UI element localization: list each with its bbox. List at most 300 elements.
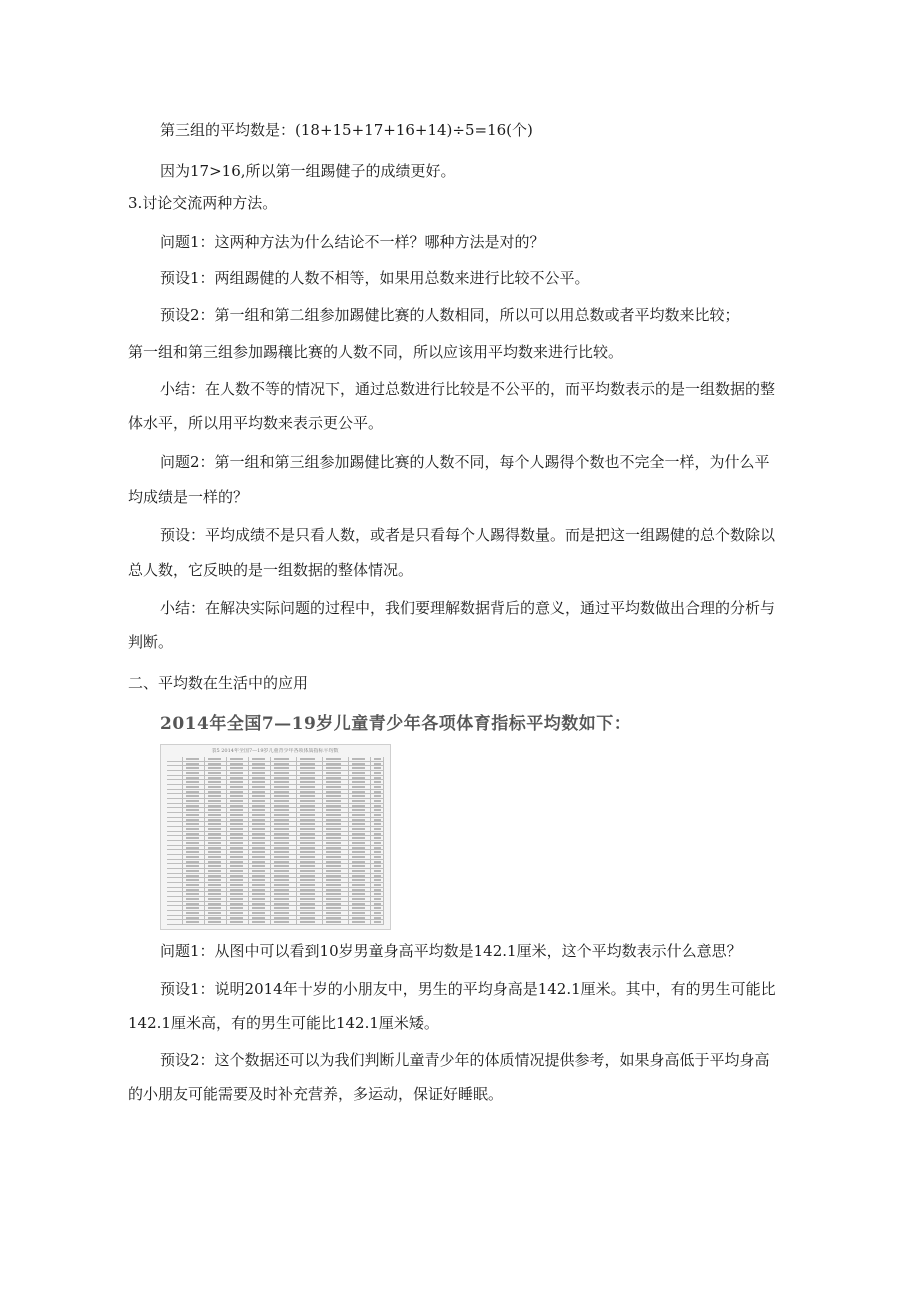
cell-text-blur <box>274 893 289 895</box>
cell-text-blur <box>274 870 289 872</box>
cell-text-blur <box>374 917 381 919</box>
cell-text-blur <box>374 795 381 797</box>
cell-text-blur <box>230 819 243 821</box>
cell-text-blur <box>326 870 341 872</box>
cell-text-blur <box>274 786 289 788</box>
cell-text-blur <box>374 898 381 900</box>
cell-text-blur <box>300 800 315 802</box>
cell-text-blur <box>186 912 199 914</box>
cell-text-blur <box>230 777 243 779</box>
cell-text-blur <box>326 912 341 914</box>
cell-text-blur <box>326 889 341 891</box>
cell-text-blur <box>374 809 381 811</box>
cell-text-blur <box>208 917 221 919</box>
cell-text-blur <box>208 791 221 793</box>
cell-text-blur <box>208 865 221 867</box>
cell-text-blur <box>274 795 289 797</box>
cell-text-blur <box>186 767 199 769</box>
cell-text-blur <box>300 870 315 872</box>
cell-text-blur <box>208 903 221 905</box>
cell-text-blur <box>274 823 289 825</box>
cell-text-blur <box>252 903 265 905</box>
cell-text-blur <box>374 767 381 769</box>
cell-text-blur <box>374 786 381 788</box>
cell-text-blur <box>186 772 199 774</box>
cell-text-blur <box>230 875 243 877</box>
cell-text-blur <box>326 758 341 760</box>
cell-text-blur <box>300 893 315 895</box>
cell-text-blur <box>300 875 315 877</box>
cell-text-blur <box>252 875 265 877</box>
cell-text-blur <box>352 842 365 844</box>
cell-text-blur <box>300 781 315 783</box>
cell-text-blur <box>326 795 341 797</box>
cell-text-blur <box>186 758 199 760</box>
cell-text-blur <box>252 842 265 844</box>
cell-text-blur <box>208 833 221 835</box>
cell-text-blur <box>230 809 243 811</box>
cell-text-blur <box>374 912 381 914</box>
cell-text-blur <box>352 800 365 802</box>
cell-text-blur <box>208 837 221 839</box>
cell-text-blur <box>300 847 315 849</box>
cell-text-blur <box>374 921 381 923</box>
cell-text-blur <box>326 823 341 825</box>
cell-text-blur <box>326 814 341 816</box>
cell-text-blur <box>252 777 265 779</box>
cell-text-blur <box>252 809 265 811</box>
cell-text-blur <box>300 842 315 844</box>
cell-text-blur <box>252 884 265 886</box>
cell-text-blur <box>352 856 365 858</box>
cell-text-blur <box>274 767 289 769</box>
cell-text-blur <box>230 879 243 881</box>
cell-text-blur <box>352 763 365 765</box>
cell-text-blur <box>208 912 221 914</box>
cell-text-blur <box>186 879 199 881</box>
cell-text-blur <box>352 795 365 797</box>
cell-text-blur <box>352 870 365 872</box>
cell-text-blur <box>230 921 243 923</box>
cell-text-blur <box>326 767 341 769</box>
cell-text-blur <box>374 837 381 839</box>
cell-text-blur <box>274 889 289 891</box>
cell-text-blur <box>352 786 365 788</box>
cell-text-blur <box>374 763 381 765</box>
cell-text-blur <box>208 861 221 863</box>
cell-text-blur <box>230 889 243 891</box>
cell-text-blur <box>230 795 243 797</box>
paragraph-line: 预设1：两组踢健的人数不相等，如果用总数来进行比较不公平。 <box>160 269 590 287</box>
cell-text-blur <box>186 809 199 811</box>
cell-text-blur <box>352 917 365 919</box>
cell-text-blur <box>252 800 265 802</box>
cell-text-blur <box>374 758 381 760</box>
cell-text-blur <box>374 893 381 895</box>
cell-text-blur <box>374 856 381 858</box>
cell-text-blur <box>326 805 341 807</box>
cell-text-blur <box>186 847 199 849</box>
cell-text-blur <box>274 842 289 844</box>
cell-text-blur <box>300 819 315 821</box>
paragraph-line: 第三组的平均数是：(18+15+17+16+14)÷5=16(个) <box>160 121 533 139</box>
cell-text-blur <box>374 828 381 830</box>
cell-text-blur <box>374 781 381 783</box>
cell-text-blur <box>300 917 315 919</box>
cell-text-blur <box>252 758 265 760</box>
cell-text-blur <box>274 865 289 867</box>
cell-text-blur <box>352 758 365 760</box>
cell-text-blur <box>252 856 265 858</box>
cell-text-blur <box>274 772 289 774</box>
cell-text-blur <box>208 828 221 830</box>
cell-text-blur <box>186 828 199 830</box>
cell-text-blur <box>274 777 289 779</box>
cell-text-blur <box>326 791 341 793</box>
paragraph-line: 预设2：这个数据还可以为我们判断儿童青少年的体质情况提供参考，如果身高低于平均身高 <box>160 1051 770 1069</box>
cell-text-blur <box>326 800 341 802</box>
cell-text-blur <box>208 786 221 788</box>
cell-text-blur <box>274 781 289 783</box>
cell-text-blur <box>230 786 243 788</box>
cell-text-blur <box>300 861 315 863</box>
cell-text-blur <box>326 898 341 900</box>
cell-text-blur <box>374 884 381 886</box>
table-cell <box>183 920 205 925</box>
cell-text-blur <box>374 865 381 867</box>
cell-text-blur <box>252 819 265 821</box>
cell-text-blur <box>186 800 199 802</box>
cell-text-blur <box>352 912 365 914</box>
cell-text-blur <box>208 884 221 886</box>
cell-text-blur <box>374 847 381 849</box>
cell-text-blur <box>208 879 221 881</box>
cell-text-blur <box>374 875 381 877</box>
cell-text-blur <box>252 898 265 900</box>
paragraph-line: 第一组和第三组参加踢穰比赛的人数不同，所以应该用平均数来进行比较。 <box>128 343 624 361</box>
cell-text-blur <box>300 805 315 807</box>
cell-text-blur <box>230 912 243 914</box>
cell-text-blur <box>352 833 365 835</box>
cell-text-blur <box>274 875 289 877</box>
cell-text-blur <box>326 921 341 923</box>
cell-text-blur <box>186 921 199 923</box>
cell-text-blur <box>230 781 243 783</box>
cell-text-blur <box>252 763 265 765</box>
cell-text-blur <box>208 800 221 802</box>
cell-text-blur <box>300 865 315 867</box>
cell-text-blur <box>374 889 381 891</box>
cell-text-blur <box>300 814 315 816</box>
cell-text-blur <box>352 851 365 853</box>
cell-text-blur <box>208 805 221 807</box>
cell-text-blur <box>374 800 381 802</box>
paragraph-line: 预设2：第一组和第二组参加踢健比赛的人数相同，所以可以用总数或者平均数来比较； <box>160 306 740 324</box>
cell-text-blur <box>300 772 315 774</box>
cell-text-blur <box>274 833 289 835</box>
cell-text-blur <box>230 856 243 858</box>
cell-text-blur <box>274 828 289 830</box>
cell-text-blur <box>208 893 221 895</box>
cell-text-blur <box>274 809 289 811</box>
cell-text-blur <box>326 856 341 858</box>
cell-text-blur <box>374 823 381 825</box>
paragraph-line: 问题1：这两种方法为什么结论不一样？哪种方法是对的？ <box>160 233 545 251</box>
cell-text-blur <box>252 767 265 769</box>
paragraph-line: 总人数，它反映的是一组数据的整体情况。 <box>128 561 414 579</box>
cell-text-blur <box>300 786 315 788</box>
cell-text-blur <box>186 865 199 867</box>
cell-text-blur <box>300 777 315 779</box>
cell-text-blur <box>352 861 365 863</box>
cell-text-blur <box>230 758 243 760</box>
section-heading: 二、平均数在生活中的应用 <box>128 674 309 692</box>
cell-text-blur <box>374 851 381 853</box>
cell-text-blur <box>300 837 315 839</box>
cell-text-blur <box>186 875 199 877</box>
cell-text-blur <box>230 823 243 825</box>
cell-text-blur <box>208 777 221 779</box>
cell-text-blur <box>300 856 315 858</box>
cell-text-blur <box>208 921 221 923</box>
cell-text-blur <box>374 879 381 881</box>
cell-text-blur <box>252 814 265 816</box>
image-title-text: 2014年全国7—19岁儿童青少年各项体育指标平均数如下： <box>160 714 632 734</box>
cell-text-blur <box>186 870 199 872</box>
cell-text-blur <box>326 842 341 844</box>
cell-text-blur <box>326 837 341 839</box>
cell-text-blur <box>274 805 289 807</box>
cell-text-blur <box>208 819 221 821</box>
cell-text-blur <box>374 833 381 835</box>
cell-text-blur <box>252 889 265 891</box>
table-cell <box>371 920 384 925</box>
cell-text-blur <box>326 861 341 863</box>
cell-text-blur <box>230 847 243 849</box>
cell-text-blur <box>374 819 381 821</box>
cell-text-blur <box>352 823 365 825</box>
cell-text-blur <box>326 884 341 886</box>
cell-text-blur <box>252 851 265 853</box>
cell-text-blur <box>274 856 289 858</box>
cell-text-blur <box>230 763 243 765</box>
cell-text-blur <box>274 907 289 909</box>
cell-text-blur <box>300 851 315 853</box>
cell-text-blur <box>186 917 199 919</box>
cell-text-blur <box>230 805 243 807</box>
cell-text-blur <box>252 828 265 830</box>
cell-text-blur <box>352 921 365 923</box>
cell-text-blur <box>300 907 315 909</box>
table-cell <box>271 920 297 925</box>
cell-text-blur <box>274 763 289 765</box>
cell-text-blur <box>274 921 289 923</box>
cell-text-blur <box>300 763 315 765</box>
cell-text-blur <box>230 828 243 830</box>
cell-text-blur <box>352 767 365 769</box>
cell-text-blur <box>230 833 243 835</box>
cell-text-blur <box>300 823 315 825</box>
cell-text-blur <box>230 814 243 816</box>
cell-text-blur <box>208 907 221 909</box>
cell-text-blur <box>326 865 341 867</box>
cell-text-blur <box>352 814 365 816</box>
cell-text-blur <box>230 851 243 853</box>
paragraph-line: 预设：平均成绩不是只看人数，或者是只看每个人踢得数量。而是把这一组踢健的总个数除以 <box>160 526 776 544</box>
cell-text-blur <box>326 875 341 877</box>
cell-text-blur <box>208 870 221 872</box>
cell-text-blur <box>274 819 289 821</box>
cell-text-blur <box>186 781 199 783</box>
cell-text-blur <box>208 851 221 853</box>
cell-text-blur <box>300 898 315 900</box>
cell-text-blur <box>252 772 265 774</box>
cell-text-blur <box>208 809 221 811</box>
cell-text-blur <box>274 851 289 853</box>
paragraph-line: 因为17>16,所以第一组踢健子的成绩更好。 <box>160 162 456 180</box>
cell-text-blur <box>186 893 199 895</box>
cell-text-blur <box>300 809 315 811</box>
cell-text-blur <box>326 763 341 765</box>
section-subheading: 3.讨论交流两种方法。 <box>128 194 278 212</box>
table-image-caption: 表5 2014年全国7—19岁儿童青少年各项体质指标平均数 <box>211 748 339 754</box>
cell-text-blur <box>374 772 381 774</box>
cell-text-blur <box>186 903 199 905</box>
cell-text-blur <box>300 758 315 760</box>
cell-text-blur <box>186 907 199 909</box>
cell-text-blur <box>186 777 199 779</box>
cell-text-blur <box>300 767 315 769</box>
cell-text-blur <box>352 837 365 839</box>
cell-text-blur <box>274 847 289 849</box>
cell-text-blur <box>186 851 199 853</box>
cell-text-blur <box>208 847 221 849</box>
cell-text-blur <box>274 837 289 839</box>
cell-text-blur <box>352 847 365 849</box>
cell-text-blur <box>252 893 265 895</box>
cell-text-blur <box>186 805 199 807</box>
paragraph-line: 问题1：从图中可以看到10岁男童身高平均数是142.1厘米，这个平均数表示什么意思？ <box>160 942 742 960</box>
cell-text-blur <box>186 819 199 821</box>
cell-text-blur <box>252 791 265 793</box>
paragraph-line: 预设1：说明2014年十岁的小朋友中，男生的平均身高是142.1厘米。其中，有的男生可能比 <box>160 980 776 998</box>
cell-text-blur <box>300 884 315 886</box>
cell-text-blur <box>252 865 265 867</box>
cell-text-blur <box>230 800 243 802</box>
cell-text-blur <box>352 819 365 821</box>
cell-text-blur <box>252 833 265 835</box>
cell-text-blur <box>374 814 381 816</box>
cell-text-blur <box>374 870 381 872</box>
cell-text-blur <box>352 907 365 909</box>
cell-text-blur <box>326 833 341 835</box>
cell-text-blur <box>230 870 243 872</box>
cell-text-blur <box>230 884 243 886</box>
cell-text-blur <box>230 865 243 867</box>
paragraph-line: 小结：在解决实际问题的过程中，我们要理解数据背后的意义，通过平均数做出合理的分析与 <box>160 599 776 617</box>
cell-text-blur <box>208 772 221 774</box>
cell-text-blur <box>326 851 341 853</box>
table-cell <box>297 920 323 925</box>
cell-text-blur <box>230 842 243 844</box>
cell-text-blur <box>230 893 243 895</box>
paragraph-line: 142.1厘米高，有的男生可能比142.1厘米矮。 <box>128 1014 439 1032</box>
cell-text-blur <box>230 837 243 839</box>
cell-text-blur <box>352 884 365 886</box>
cell-text-blur <box>300 912 315 914</box>
table-cell <box>205 920 227 925</box>
cell-text-blur <box>326 907 341 909</box>
cell-text-blur <box>374 777 381 779</box>
cell-text-blur <box>352 865 365 867</box>
cell-text-blur <box>274 884 289 886</box>
table-cell <box>167 920 183 925</box>
table-cell <box>349 920 371 925</box>
cell-text-blur <box>326 781 341 783</box>
cell-text-blur <box>208 898 221 900</box>
cell-text-blur <box>252 907 265 909</box>
cell-text-blur <box>186 837 199 839</box>
cell-text-blur <box>230 907 243 909</box>
cell-text-blur <box>352 781 365 783</box>
cell-text-blur <box>252 847 265 849</box>
cell-text-blur <box>208 875 221 877</box>
cell-text-blur <box>252 781 265 783</box>
cell-text-blur <box>208 795 221 797</box>
cell-text-blur <box>252 861 265 863</box>
cell-text-blur <box>274 903 289 905</box>
cell-text-blur <box>230 861 243 863</box>
cell-text-blur <box>374 805 381 807</box>
cell-text-blur <box>274 879 289 881</box>
cell-text-blur <box>186 795 199 797</box>
cell-text-blur <box>230 767 243 769</box>
cell-text-blur <box>186 889 199 891</box>
cell-text-blur <box>352 903 365 905</box>
cell-text-blur <box>186 884 199 886</box>
cell-text-blur <box>374 791 381 793</box>
cell-text-blur <box>352 893 365 895</box>
cell-text-blur <box>186 791 199 793</box>
cell-text-blur <box>230 772 243 774</box>
cell-text-blur <box>326 893 341 895</box>
cell-text-blur <box>374 842 381 844</box>
cell-text-blur <box>326 819 341 821</box>
cell-text-blur <box>252 786 265 788</box>
cell-text-blur <box>352 879 365 881</box>
cell-text-blur <box>186 823 199 825</box>
cell-text-blur <box>186 833 199 835</box>
cell-text-blur <box>300 889 315 891</box>
cell-text-blur <box>352 805 365 807</box>
paragraph-line: 的小朋友可能需要及时补充营养，多运动，保证好睡眠。 <box>128 1085 504 1103</box>
cell-text-blur <box>208 767 221 769</box>
cell-text-blur <box>252 805 265 807</box>
cell-text-blur <box>252 870 265 872</box>
cell-text-blur <box>252 823 265 825</box>
cell-text-blur <box>230 791 243 793</box>
cell-text-blur <box>300 921 315 923</box>
cell-text-blur <box>274 814 289 816</box>
cell-text-blur <box>326 828 341 830</box>
cell-text-blur <box>300 791 315 793</box>
cell-text-blur <box>300 903 315 905</box>
cell-text-blur <box>326 809 341 811</box>
cell-text-blur <box>352 777 365 779</box>
cell-text-blur <box>352 889 365 891</box>
cell-text-blur <box>274 791 289 793</box>
cell-text-blur <box>274 861 289 863</box>
